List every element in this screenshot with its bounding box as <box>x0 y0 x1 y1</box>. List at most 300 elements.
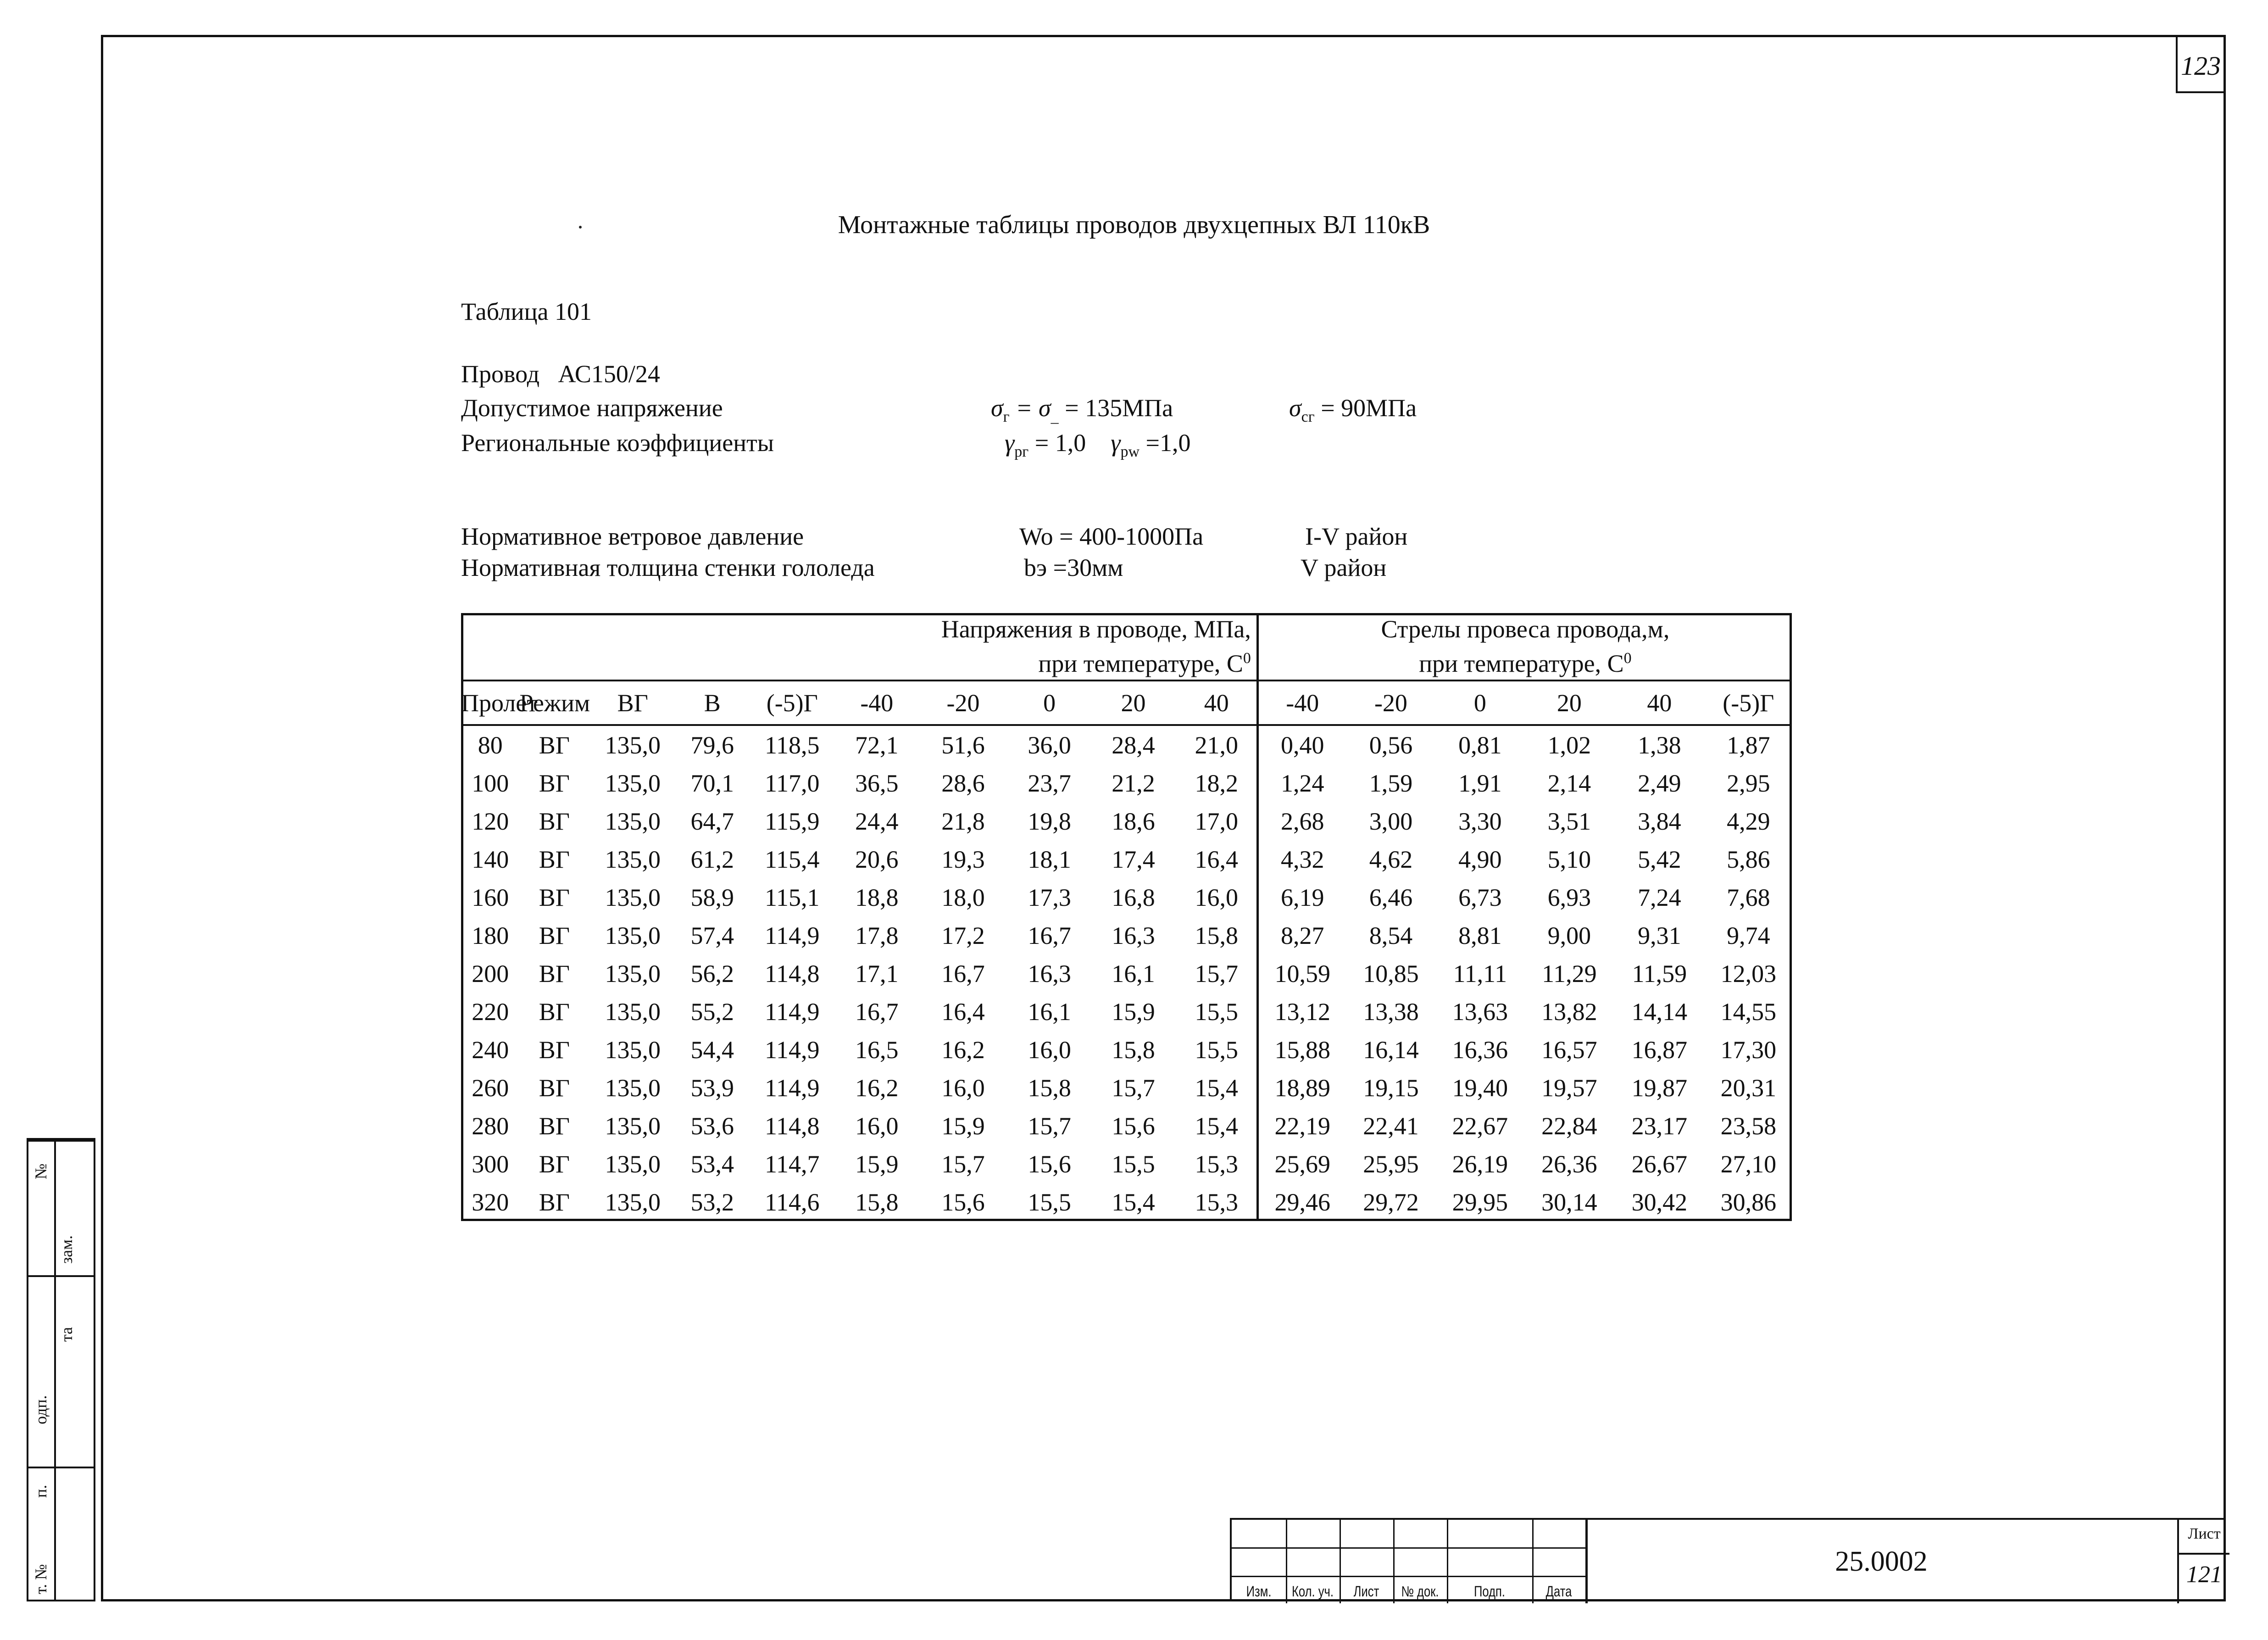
table-cell: 16,36 <box>1452 1036 1508 1064</box>
table-cell: 13,82 <box>1541 998 1597 1026</box>
ice-region: V район <box>1301 554 1387 581</box>
table-row <box>461 1145 1792 1183</box>
table-cell: 21,8 <box>941 807 985 835</box>
table-cell: 3,84 <box>1638 807 1681 835</box>
table-row <box>461 1069 1792 1107</box>
table-cell: 28,6 <box>941 769 985 797</box>
table-cell: 16,1 <box>1028 998 1071 1026</box>
table-cell: 15,4 <box>1195 1074 1238 1102</box>
table-cell: 0,81 <box>1458 731 1502 759</box>
table-cell: 320 <box>472 1188 509 1216</box>
table-cell: 18,0 <box>941 883 985 911</box>
table-cell: 140 <box>472 845 509 873</box>
table-cell: 9,31 <box>1638 921 1681 949</box>
table-cell: 57,4 <box>690 921 734 949</box>
table-cell: 135,0 <box>605 998 661 1026</box>
table-cell: 29,95 <box>1452 1188 1508 1216</box>
column-header: -40 <box>836 681 917 725</box>
table-cell: 16,4 <box>1195 845 1238 873</box>
table-row <box>461 1031 1792 1069</box>
table-cell: 114,8 <box>765 959 820 987</box>
table-cell: 2,95 <box>1727 769 1770 797</box>
table-cell: 3,00 <box>1369 807 1413 835</box>
table-cell: 17,0 <box>1195 807 1238 835</box>
table-row <box>461 954 1792 993</box>
table-cell: 115,1 <box>765 883 820 911</box>
table-cell: 5,10 <box>1547 845 1591 873</box>
table-cell: 21,2 <box>1112 769 1155 797</box>
page-title: Монтажные таблицы проводов двухцепных ВЛ 110кВ <box>838 211 1430 239</box>
table-cell: 135,0 <box>605 1150 661 1178</box>
table-cell: 21,0 <box>1195 731 1238 759</box>
table-cell: 16,0 <box>855 1112 899 1140</box>
sigma-cg <box>1289 394 1417 426</box>
table-cell: 26,36 <box>1541 1150 1597 1178</box>
table-cell: 114,9 <box>765 998 820 1026</box>
table-cell: 12,03 <box>1720 959 1777 987</box>
document-number: 25.0002 <box>1835 1546 1928 1577</box>
sag-header-line2: при температуре, С <box>1419 650 1624 677</box>
table-cell: 114,6 <box>765 1188 820 1216</box>
corner-page-number: 123 <box>2176 35 2226 93</box>
table-cell: 20,31 <box>1720 1074 1777 1102</box>
table-cell: 7,68 <box>1727 883 1770 911</box>
table-cell: 15,3 <box>1195 1188 1238 1216</box>
table-cell: 16,57 <box>1541 1036 1597 1064</box>
grid-col-line <box>1447 1520 1448 1603</box>
sag-header <box>1257 613 1792 681</box>
ice-label: Нормативная толщина стенки гололеда <box>461 554 875 581</box>
table-cell: ВГ <box>539 1036 570 1064</box>
column-header: ВГ <box>589 681 676 725</box>
table-cell: 30,42 <box>1631 1188 1688 1216</box>
table-cell: 240 <box>472 1036 509 1064</box>
sheet-box-divider <box>2179 1553 2229 1555</box>
gamma-symbol-2: γ <box>1111 429 1121 457</box>
table-cell: ВГ <box>539 769 570 797</box>
table-cell: 29,72 <box>1363 1188 1419 1216</box>
table-cell: 28,4 <box>1112 731 1155 759</box>
sag-degree-sup: 0 <box>1623 650 1632 667</box>
table-cell: 135,0 <box>605 1188 661 1216</box>
table-cell: 260 <box>472 1074 509 1102</box>
wire-line <box>461 360 660 388</box>
table-row <box>461 764 1792 802</box>
column-header: -20 <box>917 681 1009 725</box>
table-cell: 120 <box>472 807 509 835</box>
table-cell: 280 <box>472 1112 509 1140</box>
table-cell: 16,3 <box>1112 921 1155 949</box>
stray-dot <box>579 226 582 229</box>
table-cell: 0,56 <box>1369 731 1413 759</box>
table-cell: 15,8 <box>1028 1074 1071 1102</box>
table-cell: 17,2 <box>941 921 985 949</box>
table-cell: 135,0 <box>605 1112 661 1140</box>
strip-label-podp: одп. <box>32 1395 50 1424</box>
table-cell: 23,17 <box>1631 1112 1688 1140</box>
table-cell: 24,4 <box>855 807 899 835</box>
table-cell: ВГ <box>539 845 570 873</box>
sigma-sub-g: г <box>1003 408 1010 425</box>
column-header: (-5)Г <box>748 681 836 725</box>
wire-label: Провод <box>461 360 540 388</box>
table-cell: 2,49 <box>1638 769 1681 797</box>
table-cell: ВГ <box>539 883 570 911</box>
table-cell: 15,6 <box>1028 1150 1071 1178</box>
table-cell: ВГ <box>539 807 570 835</box>
allowable-stress-formula <box>991 394 1173 426</box>
mounting-table <box>461 613 1792 1221</box>
table-cell: 53,6 <box>690 1112 734 1140</box>
table-cell: 180 <box>472 921 509 949</box>
table-cell: 17,3 <box>1028 883 1071 911</box>
grid-col-line <box>1532 1520 1534 1603</box>
sigma-cg-sub: сг <box>1301 408 1315 425</box>
table-cell: ВГ <box>539 1074 570 1102</box>
table-cell: 9,00 <box>1547 921 1591 949</box>
sigma-cg-symbol: σ <box>1289 394 1301 422</box>
table-cell: 53,2 <box>690 1188 734 1216</box>
table-cell: 79,6 <box>690 731 734 759</box>
table-cell: 72,1 <box>855 731 899 759</box>
table-cell: 18,1 <box>1028 845 1071 873</box>
table-cell: 25,95 <box>1363 1150 1419 1178</box>
table-cell: 15,88 <box>1257 1031 1346 1069</box>
stamp-caption: Подп. <box>1474 1583 1505 1600</box>
table-cell: 22,19 <box>1257 1107 1346 1145</box>
table-cell: 16,87 <box>1631 1036 1688 1064</box>
column-header: 0 <box>1009 681 1090 725</box>
table-cell: 15,4 <box>1112 1188 1155 1216</box>
grid-col-line <box>1393 1520 1395 1603</box>
strip-vline <box>54 1140 56 1600</box>
table-cell: 9,74 <box>1727 921 1770 949</box>
table-cell: 54,4 <box>690 1036 734 1064</box>
table-cell: 114,9 <box>765 1074 820 1102</box>
table-cell: 220 <box>472 998 509 1026</box>
strip-label-no: № <box>32 1163 50 1179</box>
table-cell: 15,3 <box>1195 1150 1238 1178</box>
table-cell: 16,0 <box>1028 1036 1071 1064</box>
column-header: В <box>676 681 748 725</box>
sigma-sub-minus: _ <box>1051 408 1059 425</box>
table-cell: 16,3 <box>1028 959 1071 987</box>
stress-header <box>461 613 1257 681</box>
table-row <box>461 1183 1792 1221</box>
sigma-cg-value: = 90МПа <box>1314 394 1417 422</box>
table-cell: 3,30 <box>1458 807 1502 835</box>
table-cell: 5,86 <box>1727 845 1770 873</box>
table-cell: 114,9 <box>765 921 820 949</box>
table-cell: 135,0 <box>605 883 661 911</box>
table-cell: 53,9 <box>690 1074 734 1102</box>
table-cell: 300 <box>472 1150 509 1178</box>
column-header: 20 <box>1525 681 1614 725</box>
table-cell: 11,29 <box>1542 959 1597 987</box>
table-cell: 4,90 <box>1458 845 1502 873</box>
revision-grid <box>1232 1520 1585 1603</box>
table-cell: 55,2 <box>690 998 734 1026</box>
sheet-label: Лист <box>2188 1525 2221 1542</box>
title-block <box>1230 1518 2226 1601</box>
table-cell: 17,1 <box>855 959 899 987</box>
table-cell: 1,24 <box>1257 764 1346 802</box>
binding-strip <box>27 1138 95 1601</box>
column-header: 40 <box>1614 681 1705 725</box>
table-cell: 114,7 <box>765 1150 820 1178</box>
table-cell: ВГ <box>539 998 570 1026</box>
table-row <box>461 993 1792 1031</box>
table-cell: 135,0 <box>605 921 661 949</box>
column-header: -40 <box>1257 681 1346 725</box>
table-cell: 2,68 <box>1257 802 1346 840</box>
table-cell: 16,4 <box>941 998 985 1026</box>
table-cell: 16,7 <box>1028 921 1071 949</box>
table-cell: 61,2 <box>690 845 734 873</box>
table-cell: 17,30 <box>1720 1036 1777 1064</box>
table-cell: 15,9 <box>1112 998 1155 1026</box>
stress-header-line1: Напряжения в проводе, МПа, <box>941 615 1251 643</box>
column-header: 20 <box>1090 681 1176 725</box>
table-cell: 22,41 <box>1363 1112 1419 1140</box>
table-cell: 18,8 <box>855 883 899 911</box>
table-cell: 27,10 <box>1720 1150 1777 1178</box>
table-cell: 14,14 <box>1631 998 1688 1026</box>
strip-label-inv: т. № <box>32 1564 50 1594</box>
table-cell: 15,7 <box>1195 959 1238 987</box>
table-cell: 8,81 <box>1458 921 1502 949</box>
wind-label: Нормативное ветровое давление <box>461 523 804 550</box>
table-cell: 15,4 <box>1195 1112 1238 1140</box>
table-cell: 15,6 <box>1112 1112 1155 1140</box>
table-cell: 3,51 <box>1547 807 1591 835</box>
table-cell: 26,19 <box>1452 1150 1508 1178</box>
table-cell: 30,86 <box>1720 1188 1777 1216</box>
sigma-value: = 135МПа <box>1058 394 1173 422</box>
table-cell: 15,5 <box>1112 1150 1155 1178</box>
table-cell: 15,7 <box>1028 1112 1071 1140</box>
table-row <box>461 802 1792 840</box>
table-cell: 22,84 <box>1541 1112 1597 1140</box>
gamma-sub-pw: pw <box>1120 443 1140 460</box>
table-cell: 200 <box>472 959 509 987</box>
column-header: Пролет <box>461 681 520 725</box>
sheet-box <box>2177 1520 2229 1603</box>
strip-label-p: п. <box>32 1484 50 1498</box>
regional-coeffs-formula <box>1005 429 1191 461</box>
table-cell: 135,0 <box>605 731 661 759</box>
table-cell: 15,9 <box>941 1112 985 1140</box>
table-row <box>461 1107 1792 1145</box>
table-cell: 135,0 <box>605 807 661 835</box>
table-cell: 19,40 <box>1452 1074 1508 1102</box>
column-header: 40 <box>1177 681 1258 725</box>
table-cell: 4,32 <box>1257 840 1346 878</box>
table-cell: 135,0 <box>605 959 661 987</box>
table-cell: 115,9 <box>765 807 820 835</box>
table-cell: 160 <box>472 883 509 911</box>
grid-col-line <box>1286 1520 1287 1603</box>
wind-region: I-V район <box>1305 523 1408 550</box>
stamp-caption: Дата <box>1545 1583 1572 1600</box>
table-cell: 6,46 <box>1369 883 1413 911</box>
table-cell: 53,4 <box>690 1150 734 1178</box>
table-cell: 16,5 <box>855 1036 899 1064</box>
column-header: (-5)Г <box>1705 681 1792 725</box>
table-cell: 4,62 <box>1369 845 1413 873</box>
table-cell: 19,3 <box>941 845 985 873</box>
table-cell: 4,29 <box>1727 807 1770 835</box>
table-cell: 135,0 <box>605 769 661 797</box>
table-cell: ВГ <box>539 959 570 987</box>
table-cell: 2,14 <box>1547 769 1591 797</box>
table-cell: 26,67 <box>1631 1150 1688 1178</box>
table-cell: 135,0 <box>605 845 661 873</box>
table-cell: ВГ <box>539 731 570 759</box>
sheet-number: 121 <box>2186 1562 2222 1588</box>
table-row <box>461 916 1792 954</box>
table-cell: 115,4 <box>765 845 820 873</box>
table-cell: 15,8 <box>1195 921 1238 949</box>
table-cell: 17,8 <box>855 921 899 949</box>
table-cell: 16,1 <box>1112 959 1155 987</box>
table-cell: 11,59 <box>1632 959 1687 987</box>
table-cell: 19,87 <box>1631 1074 1688 1102</box>
table-cell: 15,5 <box>1195 1036 1238 1064</box>
table-cell: 6,93 <box>1547 883 1591 911</box>
table-cell: 16,14 <box>1363 1036 1419 1064</box>
table-cell: 13,38 <box>1363 998 1419 1026</box>
stress-header-line2: при температуре, С <box>1038 650 1243 677</box>
table-cell: 16,0 <box>941 1074 985 1102</box>
table-cell: 18,2 <box>1195 769 1238 797</box>
sigma-symbol: σ <box>991 394 1003 422</box>
table-cell: 6,19 <box>1257 878 1346 916</box>
stamp-caption: Лист <box>1353 1583 1379 1600</box>
table-cell: 1,87 <box>1727 731 1770 759</box>
table-cell: 13,12 <box>1257 993 1346 1031</box>
table-cell: ВГ <box>539 921 570 949</box>
table-cell: 118,5 <box>765 731 820 759</box>
column-header: 0 <box>1435 681 1524 725</box>
table-cell: 25,69 <box>1257 1145 1346 1183</box>
table-cell: 64,7 <box>690 807 734 835</box>
table-cell: 36,5 <box>855 769 899 797</box>
ice-value: bэ =30мм <box>1024 554 1123 581</box>
table-cell: 29,46 <box>1257 1183 1346 1221</box>
table-cell: 114,9 <box>765 1036 820 1064</box>
table-cell: 15,6 <box>941 1188 985 1216</box>
strip-label-zam: зам. <box>57 1235 76 1264</box>
table-cell: 70,1 <box>690 769 734 797</box>
table-cell: 22,67 <box>1452 1112 1508 1140</box>
table-label: Таблица 101 <box>461 298 592 325</box>
table-row <box>461 840 1792 878</box>
table-cell: 117,0 <box>765 769 820 797</box>
table-cell: 18,6 <box>1112 807 1155 835</box>
table-cell: 58,9 <box>690 883 734 911</box>
table-cell: 100 <box>472 769 509 797</box>
table-cell: 18,89 <box>1257 1069 1346 1107</box>
wire-value: АС150/24 <box>558 360 660 388</box>
wind-value: Wo = 400-1000Па <box>1019 523 1204 550</box>
table-cell: 114,8 <box>765 1112 820 1140</box>
strip-cell-2 <box>28 1275 94 1277</box>
table-cell: 17,4 <box>1112 845 1155 873</box>
column-header: Режим <box>520 681 589 725</box>
table-cell: 15,8 <box>855 1188 899 1216</box>
table-cell: 1,38 <box>1638 731 1681 759</box>
table-cell: 7,24 <box>1638 883 1681 911</box>
gamma-val-2: =1,0 <box>1140 429 1191 457</box>
table-cell: 135,0 <box>605 1036 661 1064</box>
table-cell: 5,42 <box>1638 845 1681 873</box>
table-cell: ВГ <box>539 1188 570 1216</box>
table-row <box>461 725 1792 764</box>
table-cell: 0,40 <box>1257 725 1346 764</box>
table-cell: 10,59 <box>1257 954 1346 993</box>
table-cell: 16,0 <box>1195 883 1238 911</box>
table-cell: 11,11 <box>1453 959 1507 987</box>
table-cell: 1,91 <box>1458 769 1502 797</box>
strip-cell-3 <box>28 1467 94 1468</box>
table-cell: 15,7 <box>941 1150 985 1178</box>
strip-cell-1 <box>28 1140 94 1142</box>
strip-label-ta: та <box>57 1327 76 1342</box>
table-cell: 10,85 <box>1363 959 1419 987</box>
table-cell: ВГ <box>539 1112 570 1140</box>
column-header: -20 <box>1346 681 1435 725</box>
table-cell: 16,2 <box>941 1036 985 1064</box>
table-cell: 19,15 <box>1363 1074 1419 1102</box>
table-cell: 19,57 <box>1541 1074 1597 1102</box>
table-cell: 13,63 <box>1452 998 1508 1026</box>
table-cell: 135,0 <box>605 1074 661 1102</box>
stress-degree-sup: 0 <box>1243 650 1251 667</box>
table-cell: 23,7 <box>1028 769 1071 797</box>
table-cell: 15,5 <box>1195 998 1238 1026</box>
table-cell: 8,27 <box>1257 916 1346 954</box>
table-cell: 6,73 <box>1458 883 1502 911</box>
table-cell: 16,8 <box>1112 883 1155 911</box>
column-header-row <box>461 681 1792 725</box>
table-cell: 36,0 <box>1028 731 1071 759</box>
stamp-caption: Изм. <box>1246 1583 1272 1600</box>
table-row <box>461 878 1792 916</box>
sag-header-line1: Стрелы провеса провода,м, <box>1381 615 1670 643</box>
table-cell: 15,5 <box>1028 1188 1071 1216</box>
table-cell: 1,59 <box>1369 769 1413 797</box>
table-cell: 19,8 <box>1028 807 1071 835</box>
gamma-sub-pg: рг <box>1014 443 1029 460</box>
table-cell: 30,14 <box>1541 1188 1597 1216</box>
grid-col-line <box>1340 1520 1341 1603</box>
stamp-caption: № док. <box>1401 1583 1439 1600</box>
table-cell: 80 <box>478 731 503 759</box>
table-cell: 15,9 <box>855 1150 899 1178</box>
table-cell: 15,7 <box>1112 1074 1155 1102</box>
allowable-stress-label: Допустимое напряжение <box>461 394 723 422</box>
table-cell: 20,6 <box>855 845 899 873</box>
table-cell: ВГ <box>539 1150 570 1178</box>
table-cell: 51,6 <box>941 731 985 759</box>
table-cell: 16,7 <box>941 959 985 987</box>
table-cell: 1,02 <box>1547 731 1591 759</box>
table-cell: 8,54 <box>1369 921 1413 949</box>
table-cell: 16,2 <box>855 1074 899 1102</box>
gamma-val-1: = 1,0 <box>1028 429 1086 457</box>
table-cell: 14,55 <box>1720 998 1777 1026</box>
